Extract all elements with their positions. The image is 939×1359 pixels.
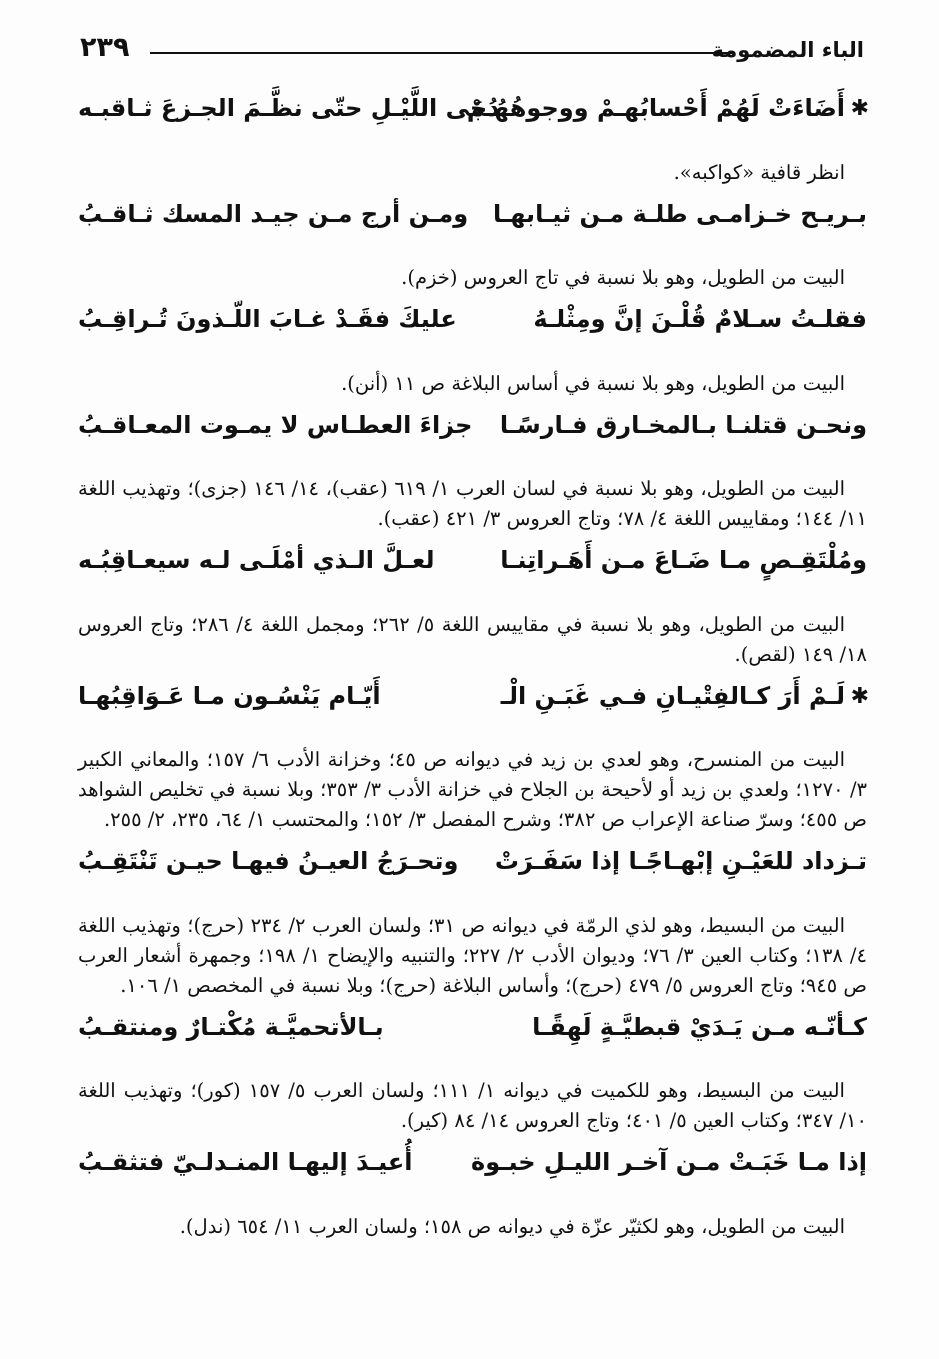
- first-hemistich: إذا مـا خَبَـتْ مـن آخـر الليـلِ خبـوة: [471, 1148, 867, 1176]
- second-hemistich: أُعيـدَ إليهـا المنـدلـيّ فتثقـبُ: [78, 1148, 413, 1176]
- verse-line: [78, 1007, 867, 1057]
- entry: [78, 299, 867, 399]
- first-hemistich: أَضَاءَتْ لَهُمْ أَحْسابُهـمْ ووجوهُهُـمْ: [466, 94, 845, 122]
- second-hemistich: عليكَ فقَـدْ غـابَ اللّـذونَ تُـراقِـبُ: [78, 305, 457, 333]
- first-hemistich: لَـمْ أَرَ كـالفِتْيـانِ فـي غَبَـنِ الْـ: [500, 681, 845, 710]
- page-number: ٢٣٩: [80, 32, 130, 63]
- verse-line: [78, 676, 867, 726]
- second-hemistich: ومـن أرج مـن جيـد المسك ثـاقـبُ: [78, 199, 469, 228]
- citation-note: البيت من الطويل، وهو بلا نسبة في لسان العرب ١/ ٦١٩ (عقب)، ١٤/ ١٤٦ (جزى)؛ وتهذيب اللغة ١١/ ١٤٤؛ ومقاييس اللغة ٤/ ٧٨؛ وتاج العروس ٣/ ٤٢١ (عقب).: [78, 477, 867, 530]
- first-hemistich: كـأنّـه مـن يَـدَيْ قبطيَّـةٍ لَهِقًـا: [532, 1012, 867, 1041]
- entry: [78, 1007, 867, 1137]
- second-hemistich: بـالأتحميَّـة مُكْتـارٌ ومنتقـبُ: [78, 1012, 384, 1041]
- citation-note: البيت من المنسرح، وهو لعدي بن زيد في ديوانه ص ٤٥؛ وخزانة الأدب ٦/ ١٥٧؛ والمعاني الكبير ٣/ ١٢٧٠؛ ولعدي بن زيد أو لأحيحة بن الجلاح في خزانة الأدب ٣/ ٣٥٣؛ وبلا نسبة في تخليص الشواهد ص ٤٥٥؛ وسرّ صناعة الإعراب ص ٣٨٢؛ وشرح المفصل ٣/ ١٥٢؛ والمحتسب ١/ ٦٤، ٢٣٥، ٢/ ٢٥٥.: [78, 748, 868, 831]
- verse-line: [78, 299, 867, 349]
- citation-note: البيت من الطويل، وهو بلا نسبة في تاج العروس (خزم).: [401, 266, 845, 289]
- second-hemistich: وتحـرَجُ العيـنُ فيهـا حيـن تَنْتَقِـبُ: [78, 847, 459, 875]
- first-hemistich: ومُلْتَقِـصٍ مـا ضَـاعَ مـن أَهَـراتِنـا: [500, 546, 867, 574]
- second-hemistich: دُجَى اللَّيْـلِ حتّى نظَّـمَ الجـزعَ ثـاقبـه: [78, 94, 500, 122]
- second-hemistich: جزاءَ العطـاس لا يمـوت المعـاقـبُ: [78, 410, 473, 439]
- verse-line: [78, 88, 867, 138]
- verse-line: [78, 405, 867, 455]
- verse-entries: [78, 88, 867, 1248]
- entry: [78, 405, 867, 535]
- first-hemistich: بـريـح خـزامـى طلـة مـن ثيـابهـا: [493, 199, 867, 228]
- citation-note: البيت من البسيط، وهو للكميت في ديوانه ١/ ١١١؛ ولسان العرب ٥/ ١٥٧ (كور)؛ وتهذيب اللغة ١٠/ ٣٤٧؛ وكتاب العين ٥/ ٤٠١؛ وتاج العروس ١٤/ ٨٤ (كير).: [78, 1079, 867, 1132]
- verse-line: [78, 194, 867, 244]
- citation-note: البيت من البسيط، وهو لذي الرمّة في ديوانه ص ٣١؛ ولسان العرب ٢/ ٢٣٤ (حرج)؛ وتهذيب اللغة ٤/ ١٣٨؛ وكتاب العين ٣/ ٧٦؛ وديوان الأدب ٢/ ٢٢٧؛ والتنبيه والإيضاح ١/ ١٩٨؛ وجمهرة أشعار العرب ص ٩٤٥؛ وتاج العروس ٥/ ٤٧٩ (حرج)؛ وأساس البلاغة (حرج)؛ وبلا نسبة في المخصص ١/ ١٠٦.: [78, 913, 867, 997]
- citation-note: البيت من الطويل، وهو لكثيّر عزّة في ديوانه ص ١٥٨؛ ولسان العرب ١١/ ٦٥٤ (ندل).: [179, 1214, 845, 1238]
- entry: [78, 1142, 867, 1242]
- header-rule: [150, 52, 734, 54]
- citation-note: انظر قافية «كواكبه».: [673, 160, 845, 184]
- entry: [78, 540, 867, 670]
- second-hemistich: لعـلَّ الـذي أمْلَـى لـه سيعـاقِبُـه: [78, 546, 435, 574]
- first-hemistich: فقلـتُ سـلامٌ قُلْـنَ إنَّ ومِثْلـهُ: [533, 305, 867, 333]
- verse-line: [78, 841, 867, 891]
- entry: [78, 194, 867, 294]
- citation-note: البيت من الطويل، وهو بلا نسبة في أساس البلاغة ص ١١ (أنن).: [341, 371, 845, 395]
- verse-line: [78, 540, 867, 590]
- citation-note: البيت من الطويل، وهو بلا نسبة في مقاييس اللغة ٥/ ٢٦٢؛ ومجمل اللغة ٤/ ٢٨٦؛ وتاج العروس ١٨/ ١٤٩ (لقص).: [78, 612, 867, 666]
- entry: [78, 88, 867, 188]
- chapter-title: الباء المضمومة: [711, 38, 864, 62]
- first-hemistich: تـزداد للعَيْـنِ إبْهـاجًـا إذا سَفَـرَتْ: [494, 847, 867, 875]
- page-header: [80, 30, 864, 70]
- entry: [78, 841, 867, 1001]
- verse-line: [78, 1142, 867, 1192]
- entry: [78, 676, 867, 836]
- second-hemistich: أَيّـام يَنْسُـون مـا عَـوَاقِبُهـا: [78, 681, 381, 710]
- star-icon: ✱: [850, 96, 869, 121]
- star-icon: ✱: [850, 683, 869, 709]
- first-hemistich: ونحـن قتلنـا بـالمخـارق فـارسًـا: [499, 410, 867, 439]
